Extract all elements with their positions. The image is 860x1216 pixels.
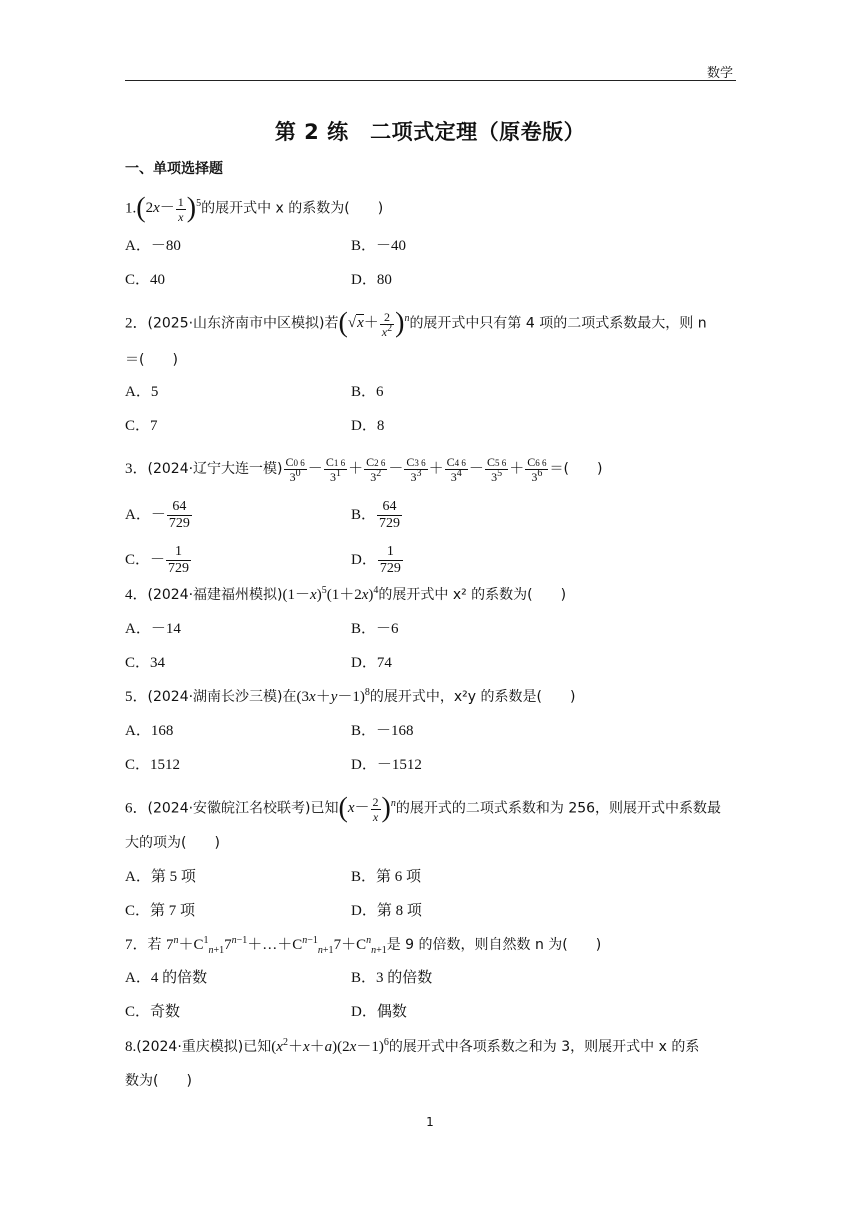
q5-source: (2024·湖南长沙三模)在 <box>147 689 297 705</box>
q2-number: 2． <box>125 315 148 332</box>
page-number: 1 <box>426 1115 434 1129</box>
q7-formula: $7^n+C^1_{n+1}7^{n-1}+\dots+C^{n-1}_{n+1}7+C^n_{n+1}$ <box>165 935 387 956</box>
q7-option-b[interactable]: B．3 的倍数 <box>351 970 433 986</box>
q5-option-a[interactable]: A．168 <box>125 723 174 739</box>
q2-continuation <box>125 350 178 370</box>
q4-option-d[interactable]: D．74 <box>351 655 392 671</box>
q3-number: 3． <box>125 460 148 477</box>
q3-option-c[interactable]: C．－ $\frac{1}{729}$ <box>125 544 190 576</box>
q1-formula: (2x－ $\frac{1}{x}$ )$^5$ <box>136 193 202 224</box>
q3-source: (2024·辽宁大连一模) <box>147 460 283 477</box>
header-rule <box>125 80 736 81</box>
q6-continuation <box>125 833 220 853</box>
q2-stem-cont: ＝( ) <box>125 352 178 368</box>
q3-formula: $\frac{C0 6}{3^0}$ － $\frac{C1 6}{3^1}$ ＋ $\frac{C2 6}{3^2}$ － $\frac{C3 6}{3^3}$ ＋ $\frac{C4 6}{3^4}$ － $\frac{C5 6}{3^5}$ ＋ $\frac{C6 6}{3^6}$ <box>285 455 547 484</box>
question-1 <box>125 195 383 223</box>
q6-option-b[interactable]: B．第 6 项 <box>351 869 422 885</box>
q1-stem: 的展开式中 x 的系数为( ) <box>201 200 384 217</box>
q8-source: (2024·重庆模拟)已知 <box>136 1039 272 1055</box>
q6-option-d[interactable]: D．第 8 项 <box>351 903 422 919</box>
q8-number: 8. <box>125 1039 137 1055</box>
q1-option-d[interactable]: D．80 <box>351 272 392 288</box>
q8-stem-cont: 数为( ) <box>125 1073 192 1089</box>
q8-continuation <box>125 1071 192 1091</box>
q1-option-c[interactable]: C．40 <box>125 272 166 288</box>
subject-label: 数学 <box>707 66 734 81</box>
q2-formula: (√x＋ $\frac{2}{x^2}$ )$^n$ <box>338 308 410 339</box>
question-5 <box>125 687 575 707</box>
q7-option-a[interactable]: A．4 的倍数 <box>125 970 208 986</box>
q6-option-c[interactable]: C．第 7 项 <box>125 903 196 919</box>
q6-stem-cont: 大的项为( ) <box>125 835 220 851</box>
q2-source: (2025·山东济南市中区模拟)若 <box>147 315 339 332</box>
q2-option-c[interactable]: C．7 <box>125 418 158 434</box>
question-7 <box>125 935 601 955</box>
q1-option-b[interactable]: B．－40 <box>351 238 407 254</box>
q5-number: 5． <box>125 689 148 705</box>
q2-option-d[interactable]: D．8 <box>351 418 385 434</box>
q6-number: 6． <box>125 800 148 817</box>
q4-option-a[interactable]: A．－14 <box>125 621 181 637</box>
q7-option-c[interactable]: C．奇数 <box>125 1004 181 1020</box>
question-2 <box>125 310 707 338</box>
question-4 <box>125 585 566 605</box>
question-3 <box>125 456 602 483</box>
q6-formula: (x－ $\frac{2}{x}$ )$^n$ <box>338 793 396 824</box>
q3-stem: ＝( ) <box>549 460 603 477</box>
question-8 <box>125 1037 699 1057</box>
q2-option-b[interactable]: B．6 <box>351 384 384 400</box>
q5-option-c[interactable]: C．1512 <box>125 757 181 773</box>
q1-number: 1. <box>125 200 137 217</box>
q2-option-a[interactable]: A．5 <box>125 384 159 400</box>
question-6 <box>125 795 721 823</box>
q3-option-a[interactable]: A．－ $\frac{64}{729}$ <box>125 499 190 531</box>
q6-source: (2024·安徽皖江名校联考)已知 <box>147 800 339 817</box>
q4-option-b[interactable]: B．－6 <box>351 621 399 637</box>
q7-option-d[interactable]: D．偶数 <box>351 1004 407 1020</box>
q4-source: (2024·福建福州模拟) <box>147 587 283 603</box>
q7-number: 7． <box>125 937 148 953</box>
q5-option-b[interactable]: B．－168 <box>351 723 414 739</box>
q6-option-a[interactable]: A．第 5 项 <box>125 869 196 885</box>
q2-stem: 的展开式中只有第 4 项的二项式系数最大，则 n <box>409 315 707 332</box>
section-heading: 一、单项选择题 <box>125 161 223 177</box>
page-title: 第 2 练 二项式定理（原卷版） <box>274 120 586 144</box>
q5-option-d[interactable]: D．－1512 <box>351 757 422 773</box>
q8-stem: 的展开式中各项系数之和为 3，则展开式中 x 的系 <box>388 1039 700 1055</box>
q4-formula: $(1-x)^5(1+2x)^4$ <box>282 585 379 603</box>
q1-option-a[interactable]: A．－80 <box>125 238 181 254</box>
q7-stem: 是 9 的倍数，则自然数 n 为( ) <box>386 937 602 953</box>
q6-stem: 的展开式的二项式系数和为 256，则展开式中系数最 <box>395 800 722 817</box>
q5-formula: $(3x+y-1)^8$ <box>296 687 370 705</box>
q3-option-d[interactable]: D． $\frac{1}{729}$ <box>351 544 401 576</box>
q8-formula: $(x^2+x+a)(2x-1)^6$ <box>271 1037 389 1055</box>
q7-prefix: 若 <box>147 937 166 953</box>
q4-stem: 的展开式中 x² 的系数为( ) <box>378 587 567 603</box>
q4-option-c[interactable]: C．34 <box>125 655 166 671</box>
q5-stem: 的展开式中，x²y 的系数是( ) <box>369 689 576 705</box>
q3-option-b[interactable]: B． $\frac{64}{729}$ <box>351 499 401 531</box>
q4-number: 4． <box>125 587 148 603</box>
